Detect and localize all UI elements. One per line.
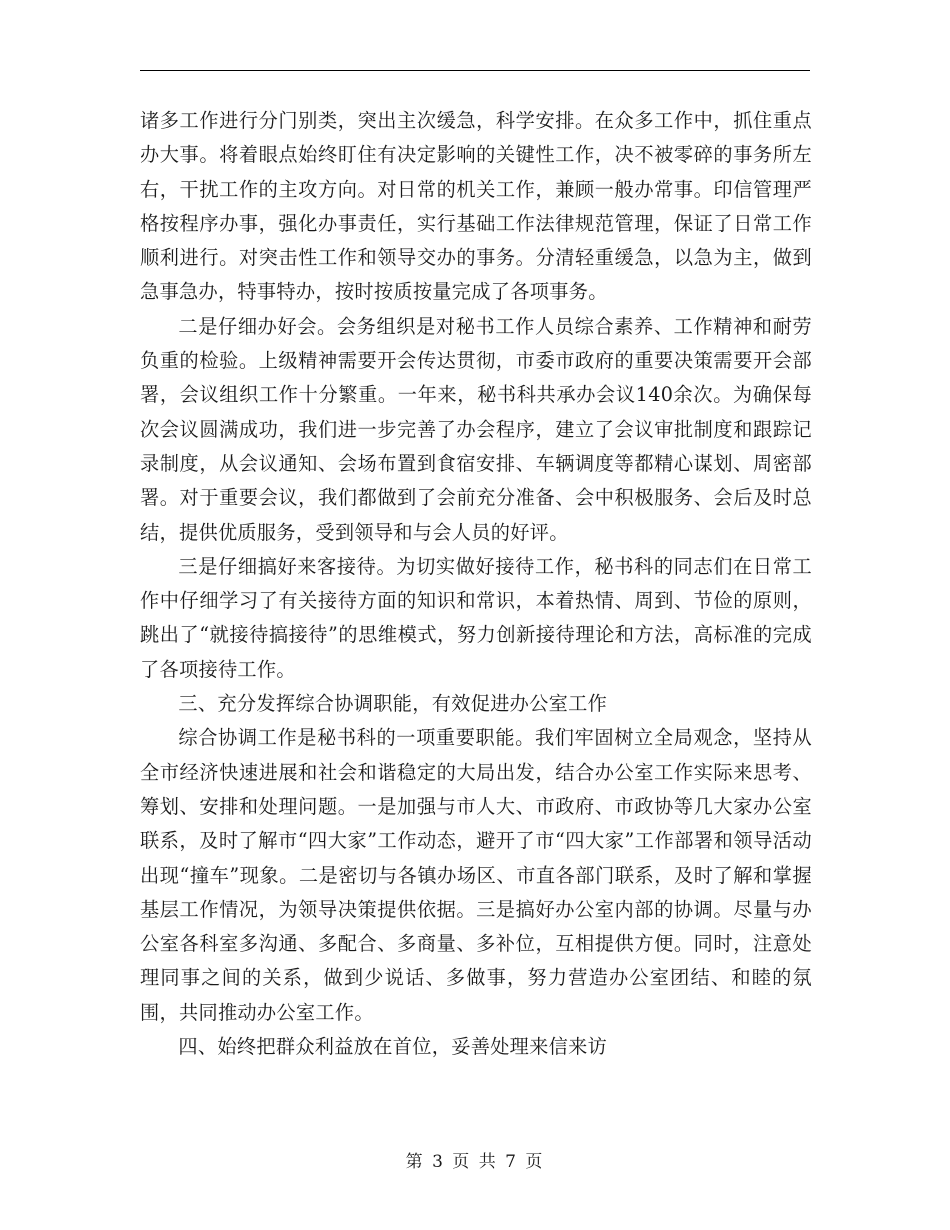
section-heading: 四、始终把群众利益放在首位，妥善处理来信来访 bbox=[178, 1035, 608, 1059]
paragraph: 诸多工作进行分门别类，突出主次缓急，科学安排。在众多工作中，抓住重点办大事。将着眼点始终盯住有决定影响的关键性工作，决不被零碎的事务所左右，干扰工作的主攻方向。对日常的机关工作，兼顾一般办常事。印信管理严格按程序办事，强化办事责任，实行基础工作法律规范管理，保证了日常工作顺利进行。对突击性工作和领导交办的事务。分清轻重缓急，以急为主，做到急事急办，特事特办，按时按质按量完成了各项事务。 bbox=[140, 109, 812, 304]
paragraph: 三是仔细搞好来客接待。为切实做好接待工作，秘书科的同志们在日常工作中仔细学习了有关接待方面的知识和常识，本着热情、周到、节俭的原则，跳出了“就接待搞接待”的思维模式，努力创新接待理论和方法，高标准的完成了各项接待工作。 bbox=[140, 554, 812, 681]
page-number-footer: 第 3 页 共 7 页 bbox=[405, 1152, 545, 1172]
section-heading: 三、充分发挥综合协调职能，有效促进办公室工作 bbox=[178, 692, 608, 716]
document-body bbox=[140, 104, 812, 1064]
header-rule bbox=[140, 70, 810, 71]
paragraph: 二是仔细办好会。会务组织是对秘书工作人员综合素养、工作精神和耐劳负重的检验。上级精神需要开会传达贯彻，市委市政府的重要决策需要开会部署，会议组织工作十分繁重。一年来，秘书科共承办会议140余次。为确保每次会议圆满成功，我们进一步完善了办会程序，建立了会议审批制度和跟踪记录制度，从会议通知、会场布置到食宿安排、车辆调度等都精心谋划、周密部署。对于重要会议，我们都做到了会前充分准备、会中积极服务、会后及时总结，提供优质服务，受到领导和与会人员的好评。 bbox=[140, 314, 812, 544]
paragraph: 综合协调工作是秘书科的一项重要职能。我们牢固树立全局观念，坚持从全市经济快速进展和社会和谐稳定的大局出发，结合办公室工作实际来思考、筹划、安排和处理问题。一是加强与市人大、市政府、市政协等几大家办公室联系，及时了解市“四大家”工作动态，避开了市“四大家”工作部署和领导活动出现“撞车”现象。二是密切与各镇办场区、市直各部门联系，及时了解和掌握基层工作情况，为领导决策提供依据。三是搞好办公室内部的协调。尽量与办公室各科室多沟通、多配合、多商量、多补位，互相提供方便。同时，注意处理同事之间的关系，做到少说话、多做事，努力营造办公室团结、和睦的氛围，共同推动办公室工作。 bbox=[140, 726, 812, 1024]
